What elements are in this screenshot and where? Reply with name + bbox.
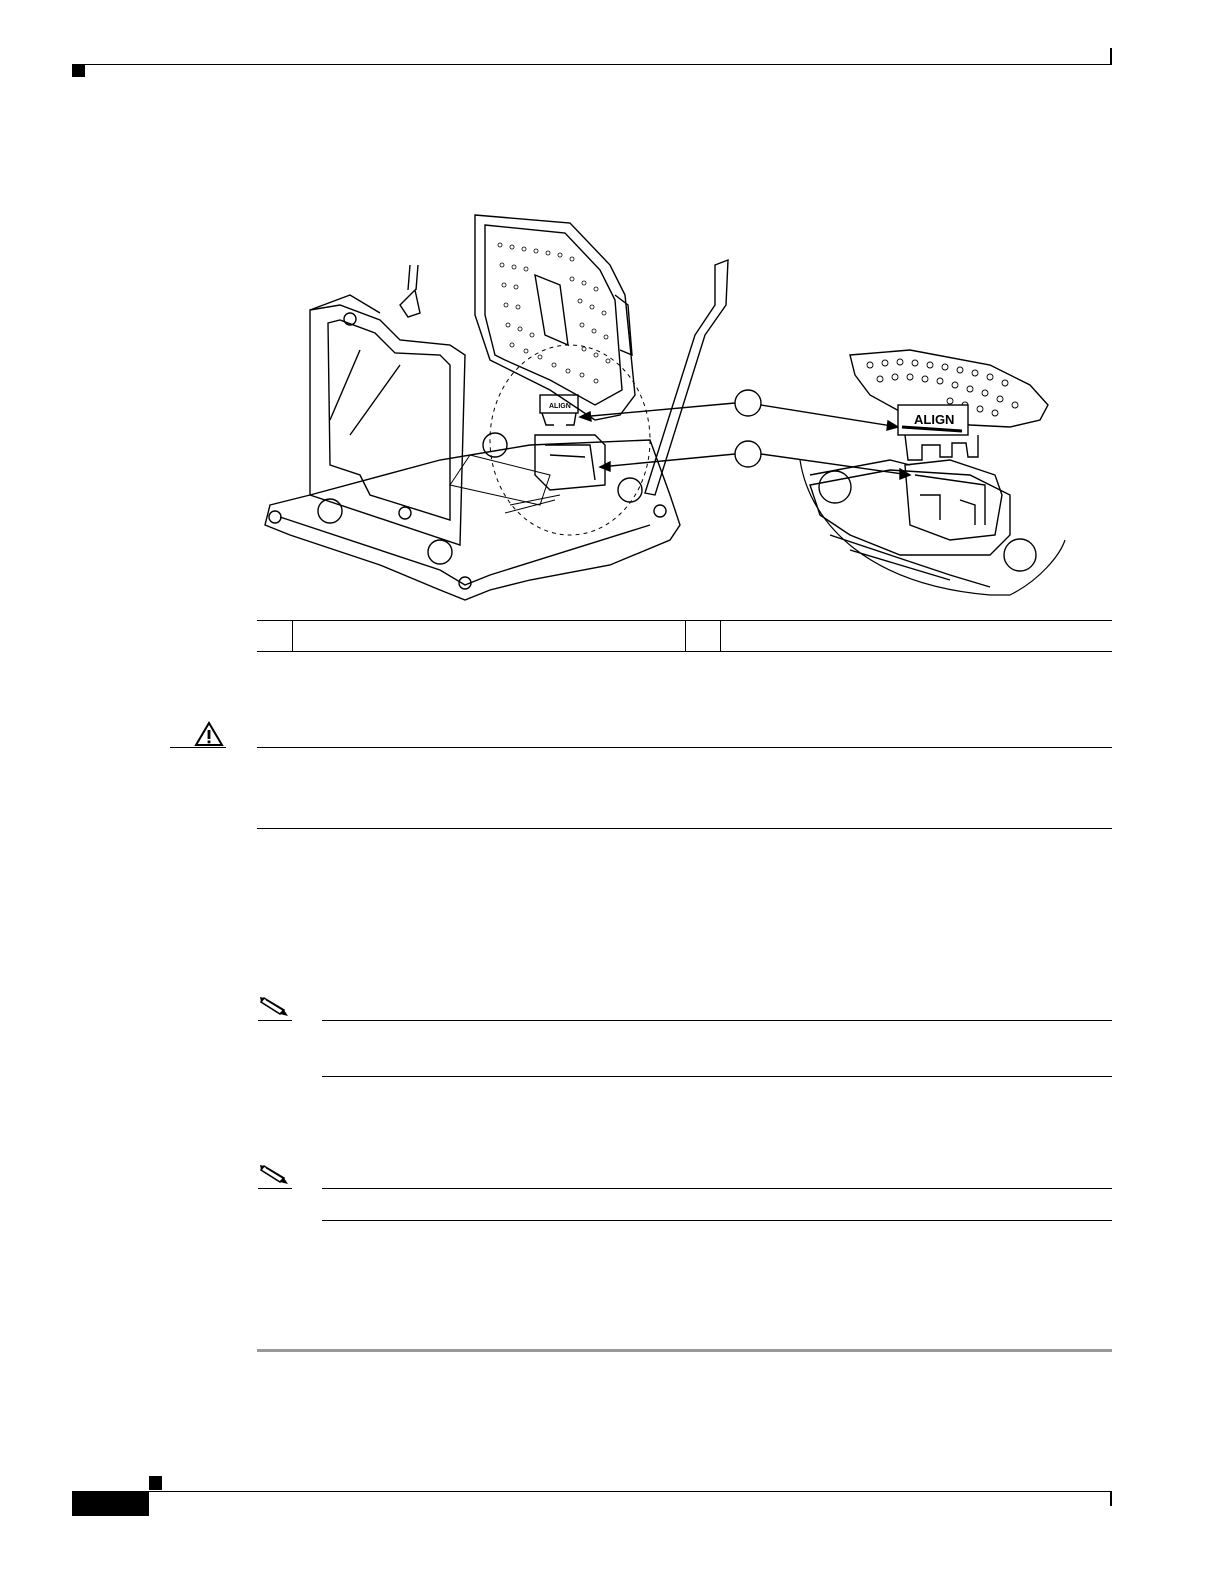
callout-circle-2 [735, 441, 761, 467]
header-rule-tick [1110, 48, 1112, 65]
note-icon-rule [258, 1020, 292, 1021]
note-bottom-rule [322, 1076, 1112, 1077]
footer-rule-tick [1110, 1491, 1112, 1506]
footer-page-tab [72, 1491, 149, 1516]
align-label-small: ALIGN [549, 403, 571, 410]
screw-hole [654, 505, 666, 517]
screw-icon [819, 471, 851, 503]
socket-base-plate [265, 440, 680, 600]
screw-icon [483, 433, 507, 457]
cpu-carrier [475, 215, 635, 420]
magnification-circle [490, 345, 650, 535]
leader-line-2b [761, 454, 910, 475]
leader-line-1 [580, 403, 735, 417]
page-number [72, 1496, 80, 1510]
screw-icon [1004, 539, 1036, 571]
pencil-note-icon [258, 1162, 292, 1188]
pencil-note-icon [258, 994, 292, 1020]
callout-row-num-2 [690, 620, 718, 652]
align-label-large: ALIGN [914, 412, 955, 427]
callout-row-text-2 [726, 620, 1106, 652]
callout-row-num-1 [262, 620, 290, 652]
screw-icon [428, 540, 452, 564]
warning-triangle-icon [194, 721, 224, 747]
load-frame [310, 305, 465, 545]
caution-bottom-rule [257, 828, 1112, 829]
cpu-socket-illustration [250, 195, 1070, 605]
caution-top-rule [257, 747, 1112, 748]
header-rule [72, 64, 1112, 65]
note-top-rule [322, 1020, 1112, 1021]
screw-icon [318, 499, 342, 523]
footer-rule [72, 1491, 1112, 1492]
callout-table-divider [685, 620, 686, 652]
footer-marker [149, 1476, 162, 1490]
note-bottom-rule [322, 1220, 1112, 1221]
header-marker [72, 64, 85, 77]
callout-table-divider [292, 620, 293, 652]
screw-hole [269, 511, 281, 523]
callout-row-text-1 [298, 620, 678, 652]
procedure-end-rule [257, 1349, 1112, 1352]
callout-circle-1 [735, 390, 761, 416]
leader-line-1b [761, 405, 898, 427]
note-icon-rule [258, 1188, 292, 1189]
caution-icon-rule [170, 747, 226, 748]
note-top-rule [322, 1188, 1112, 1189]
callout-table-divider [720, 620, 721, 652]
